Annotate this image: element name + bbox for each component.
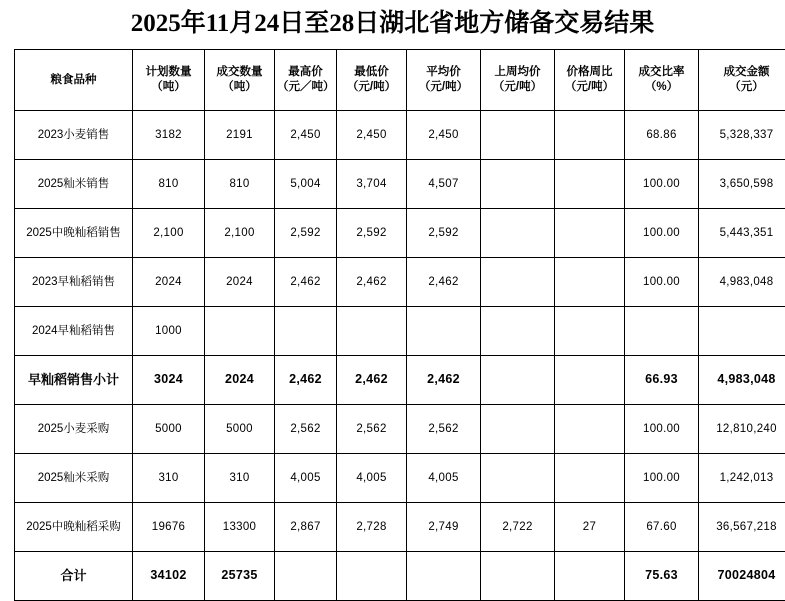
table-row	[15, 502, 785, 551]
cell-trade-amount: 36,567,218	[699, 502, 785, 551]
cell-weekly-price-change	[555, 257, 625, 306]
cell-average-price: 2,562	[407, 404, 481, 453]
cell-lowest-price: 2,728	[337, 502, 407, 551]
cell-trade-amount: 4,983,048	[699, 257, 785, 306]
table-row-total	[15, 551, 785, 600]
cell-trade-ratio: 68.86	[625, 110, 699, 159]
cell-trade-ratio: 100.00	[625, 159, 699, 208]
cell-trade-ratio: 75.63	[625, 551, 699, 600]
column-header-unit: （元／吨）	[277, 80, 334, 94]
column-header-label: 粮食品种	[51, 74, 97, 86]
cell-last-week-price	[481, 208, 555, 257]
column-header-unit: （%）	[627, 80, 696, 94]
cell-trade-amount: 5,328,337	[699, 110, 785, 159]
column-header-weekly-price-change	[555, 49, 625, 110]
cell-lowest-price	[337, 551, 407, 600]
column-header-unit: （吨）	[135, 80, 202, 94]
cell-lowest-price: 2,462	[337, 257, 407, 306]
cell-grain-type: 2023早籼稻销售	[15, 257, 133, 306]
cell-last-week-price	[481, 257, 555, 306]
column-header-trade-amount	[699, 49, 785, 110]
column-header-unit: （吨）	[207, 80, 272, 94]
cell-planned-qty: 810	[133, 159, 205, 208]
cell-weekly-price-change	[555, 453, 625, 502]
cell-grain-type: 2025籼米销售	[15, 159, 133, 208]
table-row	[15, 110, 785, 159]
cell-weekly-price-change	[555, 159, 625, 208]
column-header-unit: （元）	[701, 80, 785, 94]
cell-weekly-price-change: 27	[555, 502, 625, 551]
cell-grain-type: 早籼稻销售小计	[15, 355, 133, 404]
cell-last-week-price	[481, 110, 555, 159]
column-header-trade-ratio	[625, 49, 699, 110]
cell-weekly-price-change	[555, 110, 625, 159]
cell-highest-price: 2,562	[275, 404, 337, 453]
column-header-label: 最低价	[354, 66, 389, 78]
cell-average-price: 4,005	[407, 453, 481, 502]
cell-grain-type: 2025中晚籼稻销售	[15, 208, 133, 257]
cell-weekly-price-change	[555, 551, 625, 600]
cell-trade-amount: 1,242,013	[699, 453, 785, 502]
cell-planned-qty: 3024	[133, 355, 205, 404]
column-header-lowest-price	[337, 49, 407, 110]
cell-trade-amount	[699, 306, 785, 355]
cell-traded-qty: 810	[205, 159, 275, 208]
cell-planned-qty: 2024	[133, 257, 205, 306]
cell-trade-ratio: 67.60	[625, 502, 699, 551]
cell-grain-type: 合计	[15, 551, 133, 600]
cell-traded-qty	[205, 306, 275, 355]
column-header-label: 最高价	[288, 66, 323, 78]
cell-average-price	[407, 551, 481, 600]
column-header-label: 成交数量	[217, 66, 263, 78]
cell-last-week-price	[481, 404, 555, 453]
cell-traded-qty: 2024	[205, 355, 275, 404]
cell-lowest-price: 2,562	[337, 404, 407, 453]
cell-trade-ratio: 100.00	[625, 208, 699, 257]
cell-lowest-price: 2,462	[337, 355, 407, 404]
cell-planned-qty: 310	[133, 453, 205, 502]
cell-traded-qty: 2191	[205, 110, 275, 159]
cell-weekly-price-change	[555, 404, 625, 453]
header-row	[15, 49, 785, 110]
column-header-unit: （元/吨）	[557, 80, 622, 94]
cell-grain-type: 2025小麦采购	[15, 404, 133, 453]
table-row	[15, 453, 785, 502]
cell-highest-price: 2,867	[275, 502, 337, 551]
cell-traded-qty: 2,100	[205, 208, 275, 257]
cell-highest-price: 4,005	[275, 453, 337, 502]
column-header-unit: （元/吨）	[483, 80, 552, 94]
column-header-label: 平均价	[426, 66, 461, 78]
cell-highest-price: 2,462	[275, 257, 337, 306]
table-row	[15, 159, 785, 208]
cell-planned-qty: 2,100	[133, 208, 205, 257]
cell-lowest-price: 3,704	[337, 159, 407, 208]
cell-last-week-price	[481, 159, 555, 208]
cell-average-price	[407, 306, 481, 355]
cell-highest-price	[275, 551, 337, 600]
cell-highest-price: 5,004	[275, 159, 337, 208]
column-header-label: 成交金额	[724, 66, 770, 78]
column-header-label: 成交比率	[639, 66, 685, 78]
cell-grain-type: 2025中晚籼稻采购	[15, 502, 133, 551]
cell-average-price: 2,462	[407, 355, 481, 404]
cell-weekly-price-change	[555, 355, 625, 404]
column-header-label: 计划数量	[146, 66, 192, 78]
cell-trade-amount: 5,443,351	[699, 208, 785, 257]
cell-planned-qty: 5000	[133, 404, 205, 453]
cell-planned-qty: 1000	[133, 306, 205, 355]
cell-planned-qty: 19676	[133, 502, 205, 551]
trade-results-table	[14, 49, 785, 601]
cell-highest-price: 2,462	[275, 355, 337, 404]
cell-trade-amount: 70024804	[699, 551, 785, 600]
cell-average-price: 2,592	[407, 208, 481, 257]
page-title: 2025年11月24日至28日湖北省地方储备交易结果	[14, 10, 771, 39]
cell-trade-amount: 12,810,240	[699, 404, 785, 453]
table-row-subtotal	[15, 355, 785, 404]
cell-trade-ratio	[625, 306, 699, 355]
cell-traded-qty: 5000	[205, 404, 275, 453]
cell-grain-type: 2025籼米采购	[15, 453, 133, 502]
column-header-traded-qty	[205, 49, 275, 110]
cell-trade-amount: 4,983,048	[699, 355, 785, 404]
cell-last-week-price	[481, 355, 555, 404]
cell-planned-qty: 34102	[133, 551, 205, 600]
cell-trade-ratio: 100.00	[625, 404, 699, 453]
table-body	[15, 110, 785, 600]
cell-lowest-price	[337, 306, 407, 355]
cell-traded-qty: 2024	[205, 257, 275, 306]
column-header-unit: （元/吨）	[339, 80, 404, 94]
cell-traded-qty: 25735	[205, 551, 275, 600]
column-header-average-price	[407, 49, 481, 110]
cell-highest-price: 2,592	[275, 208, 337, 257]
cell-average-price: 2,450	[407, 110, 481, 159]
table-row	[15, 306, 785, 355]
column-header-planned-qty	[133, 49, 205, 110]
table-header	[15, 49, 785, 110]
cell-highest-price: 2,450	[275, 110, 337, 159]
table-row	[15, 208, 785, 257]
cell-lowest-price: 4,005	[337, 453, 407, 502]
cell-trade-ratio: 66.93	[625, 355, 699, 404]
cell-grain-type: 2024早籼稻销售	[15, 306, 133, 355]
cell-weekly-price-change	[555, 306, 625, 355]
cell-last-week-price: 2,722	[481, 502, 555, 551]
cell-planned-qty: 3182	[133, 110, 205, 159]
cell-weekly-price-change	[555, 208, 625, 257]
column-header-label: 上周均价	[495, 66, 541, 78]
cell-traded-qty: 310	[205, 453, 275, 502]
cell-last-week-price	[481, 306, 555, 355]
cell-average-price: 2,749	[407, 502, 481, 551]
cell-traded-qty: 13300	[205, 502, 275, 551]
column-header-grain-type	[15, 49, 133, 110]
cell-last-week-price	[481, 453, 555, 502]
cell-last-week-price	[481, 551, 555, 600]
column-header-highest-price	[275, 49, 337, 110]
cell-average-price: 2,462	[407, 257, 481, 306]
cell-trade-ratio: 100.00	[625, 257, 699, 306]
cell-lowest-price: 2,450	[337, 110, 407, 159]
cell-lowest-price: 2,592	[337, 208, 407, 257]
cell-grain-type: 2023小麦销售	[15, 110, 133, 159]
cell-trade-ratio: 100.00	[625, 453, 699, 502]
table-row	[15, 404, 785, 453]
cell-trade-amount: 3,650,598	[699, 159, 785, 208]
column-header-last-week-price	[481, 49, 555, 110]
column-header-label: 价格周比	[567, 66, 613, 78]
table-row	[15, 257, 785, 306]
cell-average-price: 4,507	[407, 159, 481, 208]
column-header-unit: （元/吨）	[409, 80, 478, 94]
cell-highest-price	[275, 306, 337, 355]
